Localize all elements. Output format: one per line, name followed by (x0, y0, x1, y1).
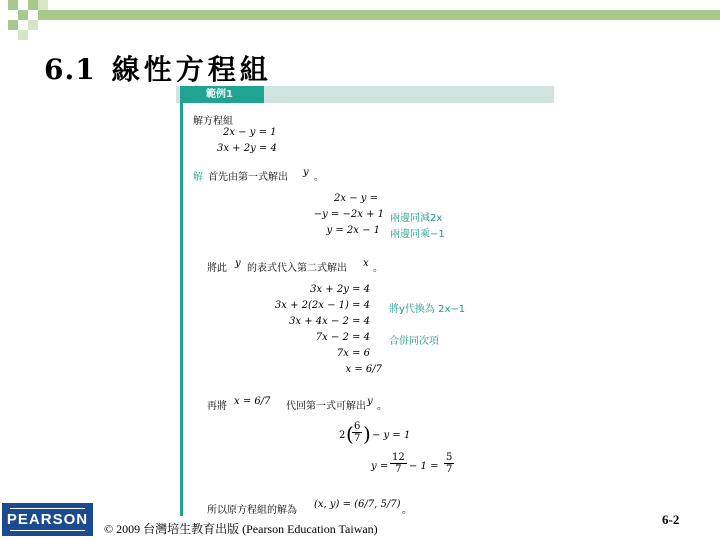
logo-text: PEARSON (6, 511, 89, 528)
fraction-12-7 (390, 452, 407, 475)
step3-variable: y (367, 396, 373, 407)
block2-note-2: 將y代換為 2x−1 (389, 304, 466, 315)
logo-rule-bottom (10, 530, 85, 531)
problem-prompt: 解方程組 (193, 116, 233, 127)
block3-eq2-mid: − 1 = (409, 461, 439, 472)
block3-eq1-tail: − y = 1 (372, 430, 411, 441)
conclusion-expression: (x, y) = (6/7, 5/7) (314, 499, 401, 510)
example-side-rule (180, 103, 183, 516)
numerator: 5 (446, 452, 453, 463)
section-title: 線性方程組 (111, 53, 272, 86)
solution-marker: 解 (193, 172, 203, 183)
block2-note-4: 合併同次項 (389, 336, 439, 347)
step3-text: 再將 (207, 401, 227, 412)
block3-eq1-lead: 2 (339, 430, 346, 441)
step2-variable: y (235, 258, 241, 269)
decorative-header-strip (0, 0, 720, 44)
numerator: 12 (392, 452, 405, 463)
page-number: 6-2 (662, 512, 680, 527)
step1-end: 。 (314, 172, 324, 183)
step1-variable: y (303, 167, 309, 178)
fraction-6-7 (352, 421, 362, 444)
block1-note-2: 兩邊同減2x (390, 213, 443, 224)
step2-mid: 的表式代入第二式解出 (247, 263, 347, 274)
pearson-logo (2, 503, 93, 536)
section-number: 6.1 (44, 53, 96, 86)
block2-line-6: x = 6/7 (345, 364, 382, 375)
block1-note-3: 兩邊同乘−1 (390, 229, 445, 240)
fraction-5-7 (444, 452, 454, 475)
block2-line-5: 7x = 6 (336, 348, 370, 359)
block1-line-3: y = 2x − 1 (326, 225, 380, 236)
slide-title (44, 48, 272, 88)
block1-line-1: 2x − y = (334, 193, 378, 204)
step2-end: 。 (373, 263, 383, 274)
copyright-footer: © 2009 台灣培生教育出版 (Pearson Education Taiwan) (104, 522, 378, 536)
numerator: 6 (354, 421, 361, 432)
step2-text: 將此 (207, 263, 227, 274)
block2-line-3: 3x + 4x − 2 = 4 (289, 316, 370, 327)
step3-end: 。 (377, 401, 387, 412)
system-equation-2: 3x + 2y = 4 (217, 143, 277, 154)
system-equation-1: 2x − y = 1 (223, 127, 277, 138)
logo-rule-top (10, 508, 85, 509)
step3-mid: 代回第一式可解出 (286, 401, 366, 412)
example-panel (176, 86, 554, 516)
denominator: 7 (354, 433, 361, 444)
step2-variable-2: x (363, 258, 369, 269)
block2-line-2: 3x + 2(2x − 1) = 4 (274, 300, 370, 311)
block2-line-1: 3x + 2y = 4 (310, 284, 370, 295)
block2-line-4: 7x − 2 = 4 (315, 332, 370, 343)
denominator: 7 (446, 464, 453, 475)
example-label: 範例1 (180, 86, 264, 103)
conclusion-end: 。 (402, 505, 412, 516)
left-paren: ( (346, 422, 354, 446)
step1-text: 首先由第一式解出 (208, 172, 288, 183)
conclusion-text: 所以原方程組的解為 (207, 505, 297, 516)
block1-line-2: −y = −2x + 1 (313, 209, 384, 220)
step3-expression: x = 6/7 (234, 396, 271, 407)
right-paren: ) (363, 422, 371, 446)
denominator: 7 (395, 464, 402, 475)
block3-eq2-lead: y = (371, 461, 389, 472)
